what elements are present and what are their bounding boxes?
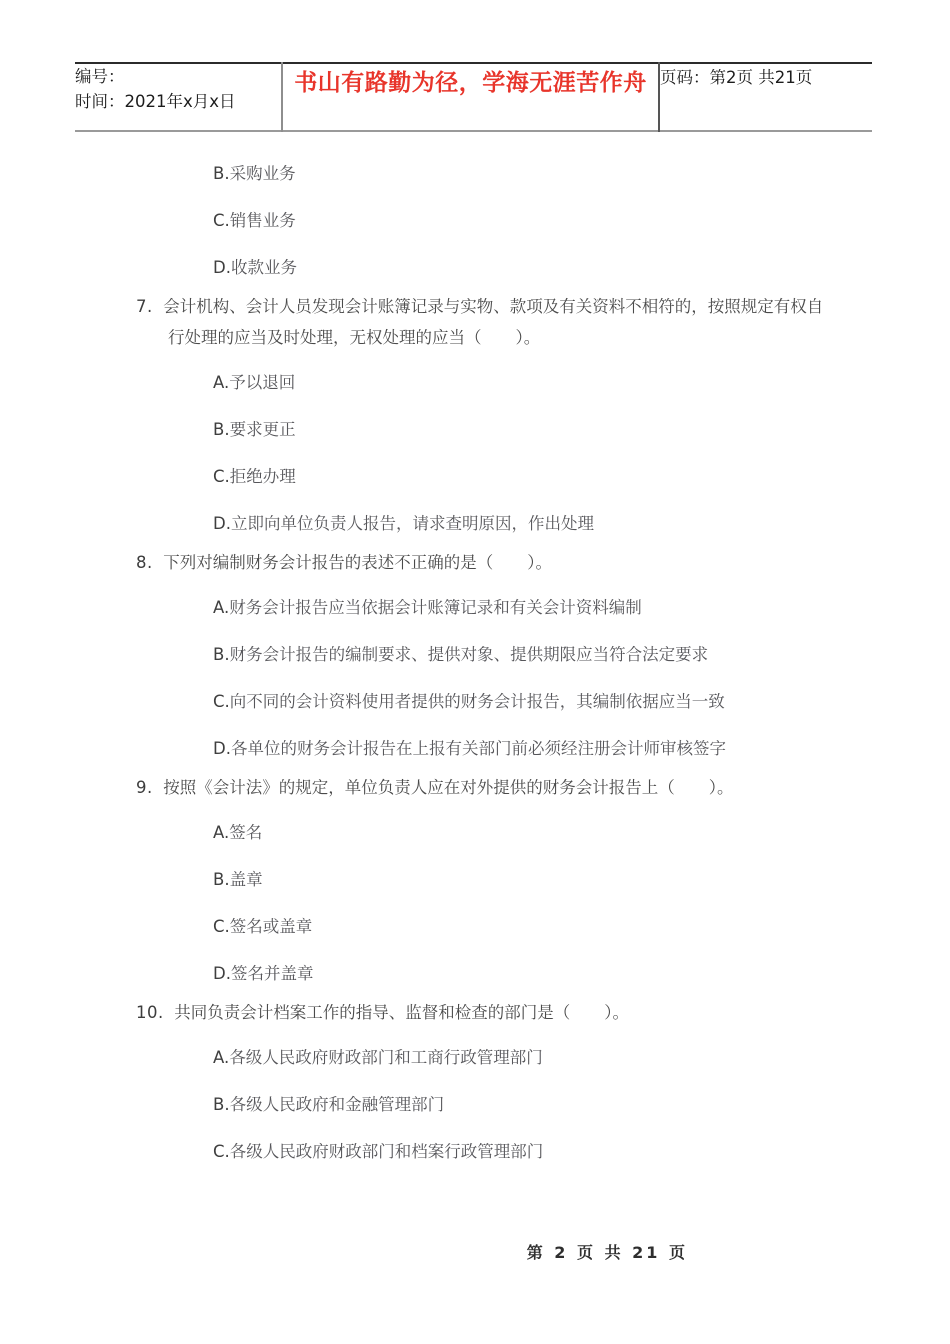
option-text: 各级人民政府财政部门和工商行政管理部门	[229, 1048, 543, 1067]
header-page-code: 页码：第2页 共21页	[660, 68, 813, 87]
option-text: 予以退回	[229, 373, 296, 392]
question-text: 会计机构、会计人员发现会计账簿记录与实物、款项及有关资料不相符的，按照规定有权自行处理的应当及时处理，无权处理的应当（	[163, 297, 824, 347]
option-letter: A.	[213, 823, 230, 842]
option-text: 立即向单位负责人报告，请求查明原因，作出处理	[230, 514, 594, 533]
option-item	[0, 453, 950, 500]
question-block	[0, 997, 950, 1175]
option-text: 各级人民政府和金融管理部门	[229, 1095, 445, 1114]
option-item	[0, 1034, 950, 1081]
option-letter: B.	[213, 164, 230, 183]
question-text-tail: ）。	[527, 553, 552, 572]
option-letter: B.	[213, 645, 230, 664]
question-number: 10.	[136, 1003, 164, 1022]
option-text: 销售业务	[229, 211, 296, 230]
question-block	[0, 547, 950, 772]
question-text-tail: ）。	[604, 1003, 629, 1022]
option-letter: D.	[213, 514, 231, 533]
option-text: 向不同的会计资料使用者提供的财务会计报告，其编制依据应当一致	[229, 692, 725, 711]
option-item	[0, 678, 950, 725]
question-stem	[0, 547, 950, 578]
question-block	[0, 291, 950, 547]
question-number: 8.	[136, 553, 153, 572]
option-letter: A.	[213, 598, 230, 617]
option-text: 收款业务	[230, 258, 297, 277]
document-body	[0, 150, 950, 1175]
option-letter: B.	[213, 1095, 230, 1114]
question-text: 按照《会计法》的规定，单位负责人应在对外提供的财务会计报告上（	[163, 778, 675, 797]
option-item	[0, 903, 950, 950]
option-text: 财务会计报告的编制要求、提供对象、提供期限应当符合法定要求	[229, 645, 709, 664]
question-stem	[0, 291, 950, 353]
option-item	[0, 631, 950, 678]
option-letter: B.	[213, 420, 230, 439]
option-item	[0, 584, 950, 631]
option-item	[0, 856, 950, 903]
question-text-tail: ）。	[708, 778, 734, 797]
option-text: 签名并盖章	[230, 964, 314, 983]
option-letter: C.	[213, 692, 230, 711]
option-text: 各级人民政府财政部门和档案行政管理部门	[229, 1142, 544, 1161]
option-item	[0, 244, 950, 291]
option-text: 盖章	[229, 870, 263, 889]
question-number: 7.	[136, 297, 153, 316]
question-list	[0, 291, 950, 1175]
option-letter: C.	[213, 467, 230, 486]
page-footer	[0, 1240, 950, 1263]
option-letter: D.	[213, 258, 231, 277]
option-item	[0, 500, 950, 547]
option-text: 签名	[229, 823, 263, 842]
option-item	[0, 1081, 950, 1128]
question-stem	[0, 772, 950, 803]
option-letter: B.	[213, 870, 230, 889]
question-text-tail: ）。	[515, 328, 541, 347]
option-letter: C.	[213, 917, 230, 936]
option-text: 要求更正	[229, 420, 296, 439]
option-letter: A.	[213, 1048, 230, 1067]
question-number: 9.	[136, 778, 153, 797]
question-stem	[0, 997, 950, 1028]
option-item	[0, 725, 950, 772]
question-block	[0, 772, 950, 997]
option-letter: C.	[213, 1142, 230, 1161]
option-item	[0, 809, 950, 856]
header-time-label: 时间：2021年x月x日	[75, 92, 236, 111]
option-text: 采购业务	[229, 164, 296, 183]
option-letter: A.	[213, 373, 230, 392]
option-item	[0, 406, 950, 453]
option-letter: D.	[213, 739, 231, 758]
question-text: 下列对编制财务会计报告的表述不正确的是（	[163, 553, 494, 572]
option-item	[0, 150, 950, 197]
option-item	[0, 197, 950, 244]
option-item	[0, 950, 950, 997]
option-text: 财务会计报告应当依据会计账簿记录和有关会计资料编制	[229, 598, 642, 617]
question-text: 共同负责会计档案工作的指导、监督和检查的部门是（	[174, 1003, 571, 1022]
option-letter: D.	[213, 964, 231, 983]
page-header-table	[75, 62, 872, 132]
header-slogan: 书山有路勤为径，学海无涯苦作舟	[294, 69, 647, 96]
header-row	[75, 63, 872, 131]
header-cell-pagecode	[659, 63, 872, 131]
header-cell-slogan	[282, 63, 659, 131]
option-text: 签名或盖章	[229, 917, 313, 936]
leading-options-group	[0, 150, 950, 291]
option-item	[0, 359, 950, 406]
option-text: 拒绝办理	[229, 467, 296, 486]
header-cell-meta	[75, 63, 282, 131]
option-item	[0, 1128, 950, 1175]
footer-page-number: 第 2 页 共 21 页	[526, 1243, 688, 1262]
option-text: 各单位的财务会计报告在上报有关部门前必须经注册会计师审核签字	[230, 739, 726, 758]
header-number-label: 编号：	[75, 67, 125, 86]
option-letter: C.	[213, 211, 230, 230]
